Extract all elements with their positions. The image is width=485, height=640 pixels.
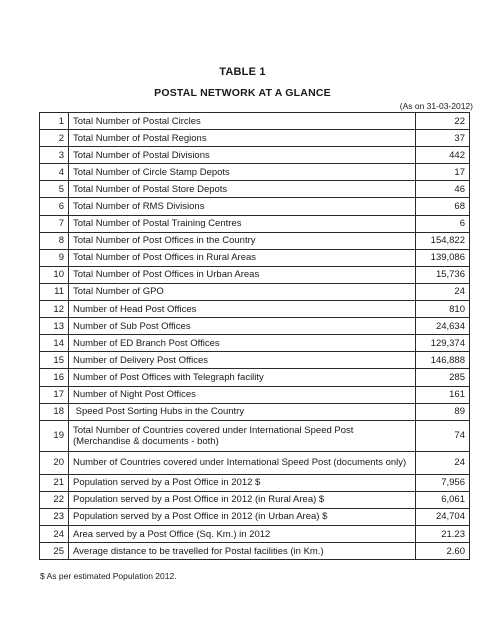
- row-value: 24: [416, 283, 470, 300]
- row-description-line: Total Number of Postal Circles: [73, 115, 201, 127]
- row-description-line: Population served by a Post Office in 2012 $: [73, 477, 261, 489]
- row-number: 9: [40, 249, 69, 266]
- row-number: 17: [40, 386, 69, 403]
- row-description-line: Population served by a Post Office in 2012 (in Urban Area) $: [73, 511, 328, 523]
- row-value: 46: [416, 181, 470, 198]
- table-row: [40, 525, 470, 542]
- row-description-line: Total Number of Post Offices in Rural Areas: [73, 252, 257, 264]
- row-description: [69, 451, 416, 474]
- row-description: [69, 113, 416, 130]
- row-description: [69, 283, 416, 300]
- table-row: [40, 369, 470, 386]
- postal-network-table: [39, 112, 470, 560]
- table-row: [40, 318, 470, 335]
- row-description: [69, 352, 416, 369]
- table-row: [40, 232, 470, 249]
- row-description: [69, 164, 416, 181]
- row-number: 7: [40, 215, 69, 232]
- row-value: 154,822: [416, 232, 470, 249]
- table-row: [40, 403, 470, 420]
- row-value: 89: [416, 403, 470, 420]
- row-description-line: (Merchandise & documents - both): [73, 435, 219, 447]
- row-description-line: Total Number of Post Offices in Urban Areas: [73, 269, 260, 281]
- row-value: 17: [416, 164, 470, 181]
- footnote: $ As per estimated Population 2012.: [40, 571, 177, 581]
- row-description: [69, 420, 416, 451]
- row-number: 13: [40, 318, 69, 335]
- row-value: 24,704: [416, 508, 470, 525]
- table-row: [40, 474, 470, 491]
- row-description-line: Number of Sub Post Offices: [73, 320, 191, 332]
- row-value: 74: [416, 420, 470, 451]
- row-value: 6: [416, 215, 470, 232]
- row-description-line: Number of Countries covered under International Speed Post (documents only): [73, 457, 407, 469]
- table-row: [40, 491, 470, 508]
- row-number: 10: [40, 266, 69, 283]
- as-on-date: (As on 31-03-2012): [399, 101, 473, 111]
- row-description: [69, 301, 416, 318]
- row-description: [69, 508, 416, 525]
- table-number: TABLE 1: [219, 66, 266, 78]
- row-description-line: Number of ED Branch Post Offices: [73, 337, 220, 349]
- row-value: 442: [416, 147, 470, 164]
- row-value: 24: [416, 451, 470, 474]
- table-row: [40, 198, 470, 215]
- table-row: [40, 420, 470, 451]
- row-number: 14: [40, 335, 69, 352]
- row-number: 15: [40, 352, 69, 369]
- table-row: [40, 451, 470, 474]
- row-description: [69, 369, 416, 386]
- row-number: 21: [40, 474, 69, 491]
- row-value: 37: [416, 130, 470, 147]
- table-row: [40, 130, 470, 147]
- row-description: [69, 130, 416, 147]
- row-value: 24,634: [416, 318, 470, 335]
- row-description: [69, 249, 416, 266]
- row-number: 4: [40, 164, 69, 181]
- row-value: 285: [416, 369, 470, 386]
- row-description-line: Total Number of Postal Divisions: [73, 149, 210, 161]
- row-number: 25: [40, 543, 69, 560]
- row-description: [69, 543, 416, 560]
- row-number: 23: [40, 508, 69, 525]
- table-title: POSTAL NETWORK AT A GLANCE: [154, 87, 331, 99]
- row-description: [69, 318, 416, 335]
- row-value: 6,061: [416, 491, 470, 508]
- table-row: [40, 508, 470, 525]
- table-row: [40, 215, 470, 232]
- row-value: 22: [416, 113, 470, 130]
- row-number: 24: [40, 525, 69, 542]
- row-number: 19: [40, 420, 69, 451]
- row-description: [69, 181, 416, 198]
- table-row: [40, 164, 470, 181]
- row-description-line: Total Number of RMS Divisions: [73, 201, 205, 213]
- row-number: 12: [40, 301, 69, 318]
- row-description-line: Number of Post Offices with Telegraph facility: [73, 371, 264, 383]
- row-description-line: Number of Night Post Offices: [73, 389, 196, 401]
- row-description-line: Total Number of Postal Training Centres: [73, 218, 242, 230]
- row-number: 18: [40, 403, 69, 420]
- row-description-line: Average distance to be travelled for Postal facilities (in Km.): [73, 545, 324, 557]
- row-value: 15,736: [416, 266, 470, 283]
- row-description-line: Total Number of Postal Store Depots: [73, 183, 228, 195]
- row-value: 161: [416, 386, 470, 403]
- table-row: [40, 147, 470, 164]
- table-row: [40, 283, 470, 300]
- row-number: 20: [40, 451, 69, 474]
- row-value: 21.23: [416, 525, 470, 542]
- row-description-line: Total Number of GPO: [73, 286, 164, 298]
- row-description-line: Number of Delivery Post Offices: [73, 354, 208, 366]
- row-value: 68: [416, 198, 470, 215]
- row-number: 5: [40, 181, 69, 198]
- row-description-line: Number of Head Post Offices: [73, 303, 197, 315]
- row-description: [69, 525, 416, 542]
- table-row: [40, 181, 470, 198]
- row-value: 7,956: [416, 474, 470, 491]
- row-description-line: Total Number of Circle Stamp Depots: [73, 166, 230, 178]
- row-description: [69, 198, 416, 215]
- row-number: 11: [40, 283, 69, 300]
- row-number: 16: [40, 369, 69, 386]
- row-number: 22: [40, 491, 69, 508]
- row-number: 6: [40, 198, 69, 215]
- row-description: [69, 215, 416, 232]
- row-description-line: Speed Post Sorting Hubs in the Country: [73, 406, 245, 418]
- table-row: [40, 266, 470, 283]
- row-number: 2: [40, 130, 69, 147]
- row-description: [69, 232, 416, 249]
- table-row: [40, 113, 470, 130]
- row-description-line: Total Number of Post Offices in the Country: [73, 235, 256, 247]
- row-description-line: Population served by a Post Office in 2012 (in Rural Area) $: [73, 494, 325, 506]
- row-description: [69, 491, 416, 508]
- row-number: 3: [40, 147, 69, 164]
- row-description: [69, 386, 416, 403]
- row-description: [69, 147, 416, 164]
- row-description: [69, 335, 416, 352]
- row-value: 139,086: [416, 249, 470, 266]
- table-row: [40, 543, 470, 560]
- table-row: [40, 352, 470, 369]
- row-description: [69, 403, 416, 420]
- row-description-line: Area served by a Post Office (Sq. Km.) in 2012: [73, 528, 271, 540]
- row-value: 2.60: [416, 543, 470, 560]
- row-description: [69, 474, 416, 491]
- table-row: [40, 249, 470, 266]
- row-description-line: Total Number of Countries covered under International Speed Post: [73, 424, 354, 436]
- table-row: [40, 386, 470, 403]
- row-number: 1: [40, 113, 69, 130]
- row-number: 8: [40, 232, 69, 249]
- row-value: 146,888: [416, 352, 470, 369]
- row-value: 129,374: [416, 335, 470, 352]
- table-row: [40, 335, 470, 352]
- row-description: [69, 266, 416, 283]
- table-row: [40, 301, 470, 318]
- row-description-line: Total Number of Postal Regions: [73, 132, 207, 144]
- row-value: 810: [416, 301, 470, 318]
